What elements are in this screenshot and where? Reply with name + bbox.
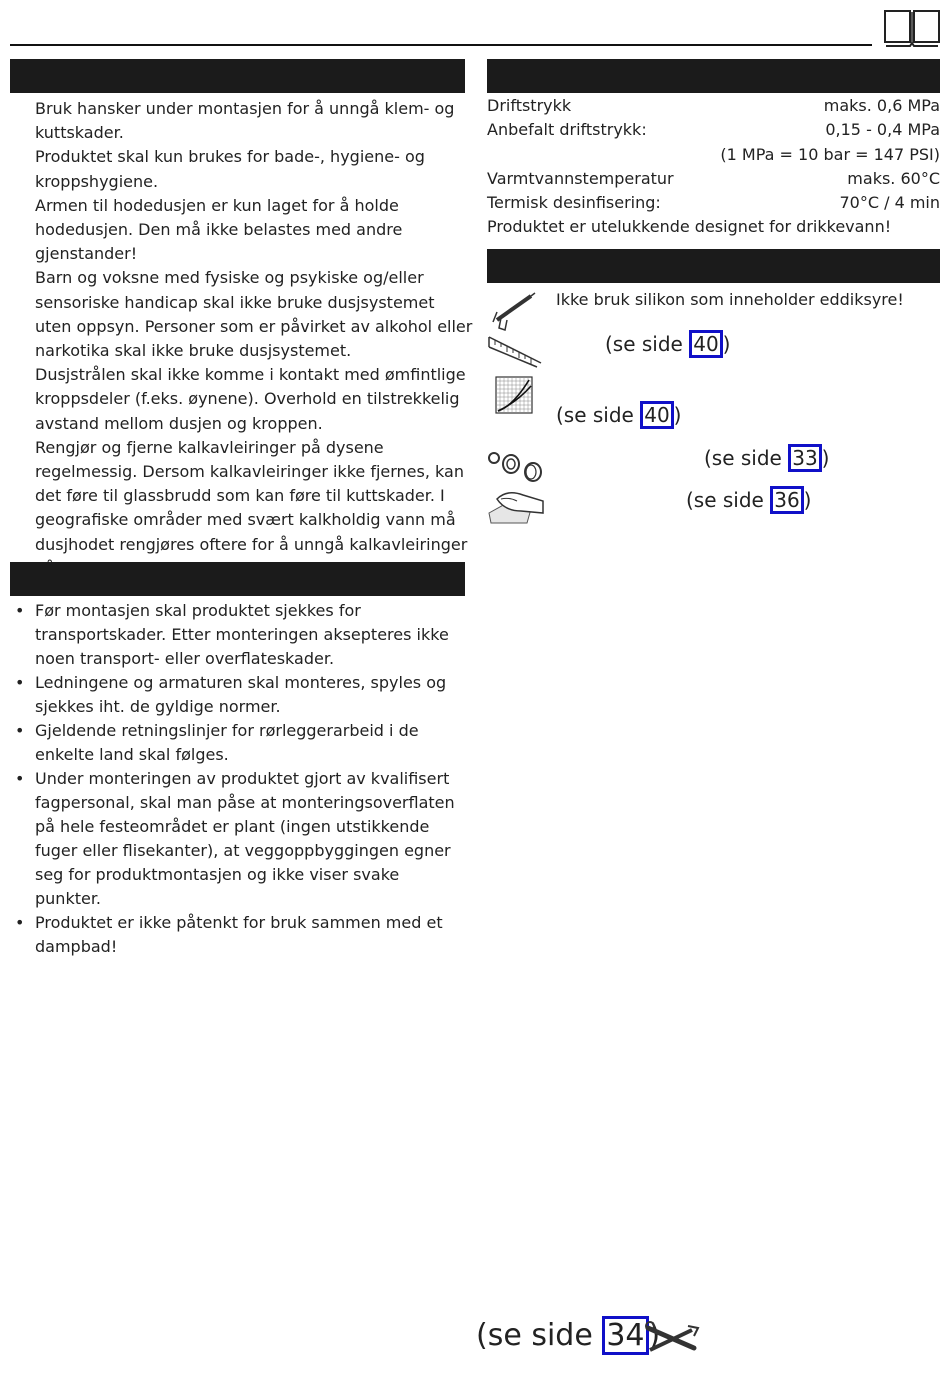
spec-label: Anbefalt driftstrykk: [487,120,647,140]
installation-header-bar [10,562,465,596]
safety-paragraph: Bruk hansker under montasjen for å unngå klem- og kuttskader. [35,99,455,143]
safety-paragraph: Barn og voksne med fysiske og psykiske og/eller sensoriske handicap skal ikke bruke dusjsystemet uten oppsyn. Personer som er påvirket av alkohol eller narkotika skal ikke bruke dusjsystemet. [35,268,473,361]
installation-item: • Under monteringen av produktet gjort av kvalifisert fagpersonal, skal man påse at monteringsoverflaten på hele festeområdet er plant (ingen utstikkende fuger eller flisekanter), at veggoppbyggingen egner seg for produktmontasjen og ikke viser svake punkter. [10,767,465,911]
spec-row [487,167,940,191]
safety-paragraph: Armen til hodedusjen er kun laget for å holde hodedusjen. Den må ikke belastes med andre gjenstander! [35,195,403,264]
specs-header-bar [487,59,940,93]
installation-item: • Ledningene og armaturen skal monteres, spyles og sjekkes iht. de gyldige normer. [10,671,465,719]
spec-note: Produktet er utelukkende designet for drikkevann! [487,217,892,237]
installation-item: • Produktet er ikke påtenkt for bruk sammen med et dampbad! [10,911,465,959]
page-ref: (se side 36 ) [686,488,812,512]
safety-header-bar [10,59,465,93]
page-ref: (se side 40 ) [556,403,682,427]
footer-page-link[interactable]: 34 [602,1316,648,1355]
spec-value: maks. 0,6 MPa [823,96,940,115]
silicone-gun-icon [487,290,537,332]
page-ref: (se side 33 ) [704,446,830,470]
installation-notes [10,599,465,959]
ruler-icon [487,333,543,369]
spec-row [487,191,940,215]
spec-value: 0,15 - 0,4 MPa [825,120,940,140]
page-link[interactable]: 36 [770,486,803,514]
page-ref: (se side 40 ) [605,332,731,356]
spec-value: (1 MPa = 10 bar = 147 PSI) [720,144,940,164]
page-link[interactable]: 40 [689,330,722,358]
installation-item: • Før montasjen skal produktet sjekkes for transportskader. Etter monteringen aksepteres ikke noen transport- eller overflateskader. [10,599,465,671]
page-link[interactable]: 40 [640,401,673,429]
header-rule [10,44,872,46]
safety-paragraph: Dusjstrålen skal ikke komme i kontakt med ømfintlige kroppsdeler (f.eks. øynene). Overhold en tilstrekkelig avstand mellom dusjen og kroppen. [35,365,466,433]
spec-value: 70°C / 4 min [839,193,940,213]
spec-label: Driftstrykk [487,96,572,115]
spec-label: Termisk desinfisering: [487,193,661,213]
technical-data [487,94,940,240]
spec-row [487,94,940,118]
safety-notes [10,97,475,581]
tools-icon [642,1320,700,1358]
spec-row [487,143,940,167]
spec-row [487,118,940,142]
book-icon [884,10,940,48]
flow-chart-icon [495,376,533,414]
spec-row [487,215,940,239]
installation-item: • Gjeldende retningslinjer for rørleggerarbeid i de enkelte land skal følges. [10,719,465,767]
spec-value: maks. 60°C [847,168,940,188]
footer-page-ref: (se side 34 ) [476,1318,661,1353]
safety-paragraph: Rengjør og fjerne kalkavleiringer på dysene regelmessig. Dersom kalkavleiringer ikke fjernes, kan det føre til glassbrudd som kan føre til kuttskader. I geografiske områder med svært kalkholdig vann må dusjhodet rengjøres oftere for å unngå kalkavleiringer [35,437,468,554]
symbols-header-bar [487,249,940,283]
safety-paragraph: Produktet skal kun brukes for bade-, hygiene- og kroppshygiene. [35,147,425,191]
spec-label: Varmtvannstemperatur [487,168,674,188]
spare-parts-icon [487,448,543,484]
cleaning-hand-icon [487,485,545,527]
silicone-warning: Ikke bruk silikon som inneholder eddiksyre! [556,290,904,309]
page-link[interactable]: 33 [788,444,821,472]
